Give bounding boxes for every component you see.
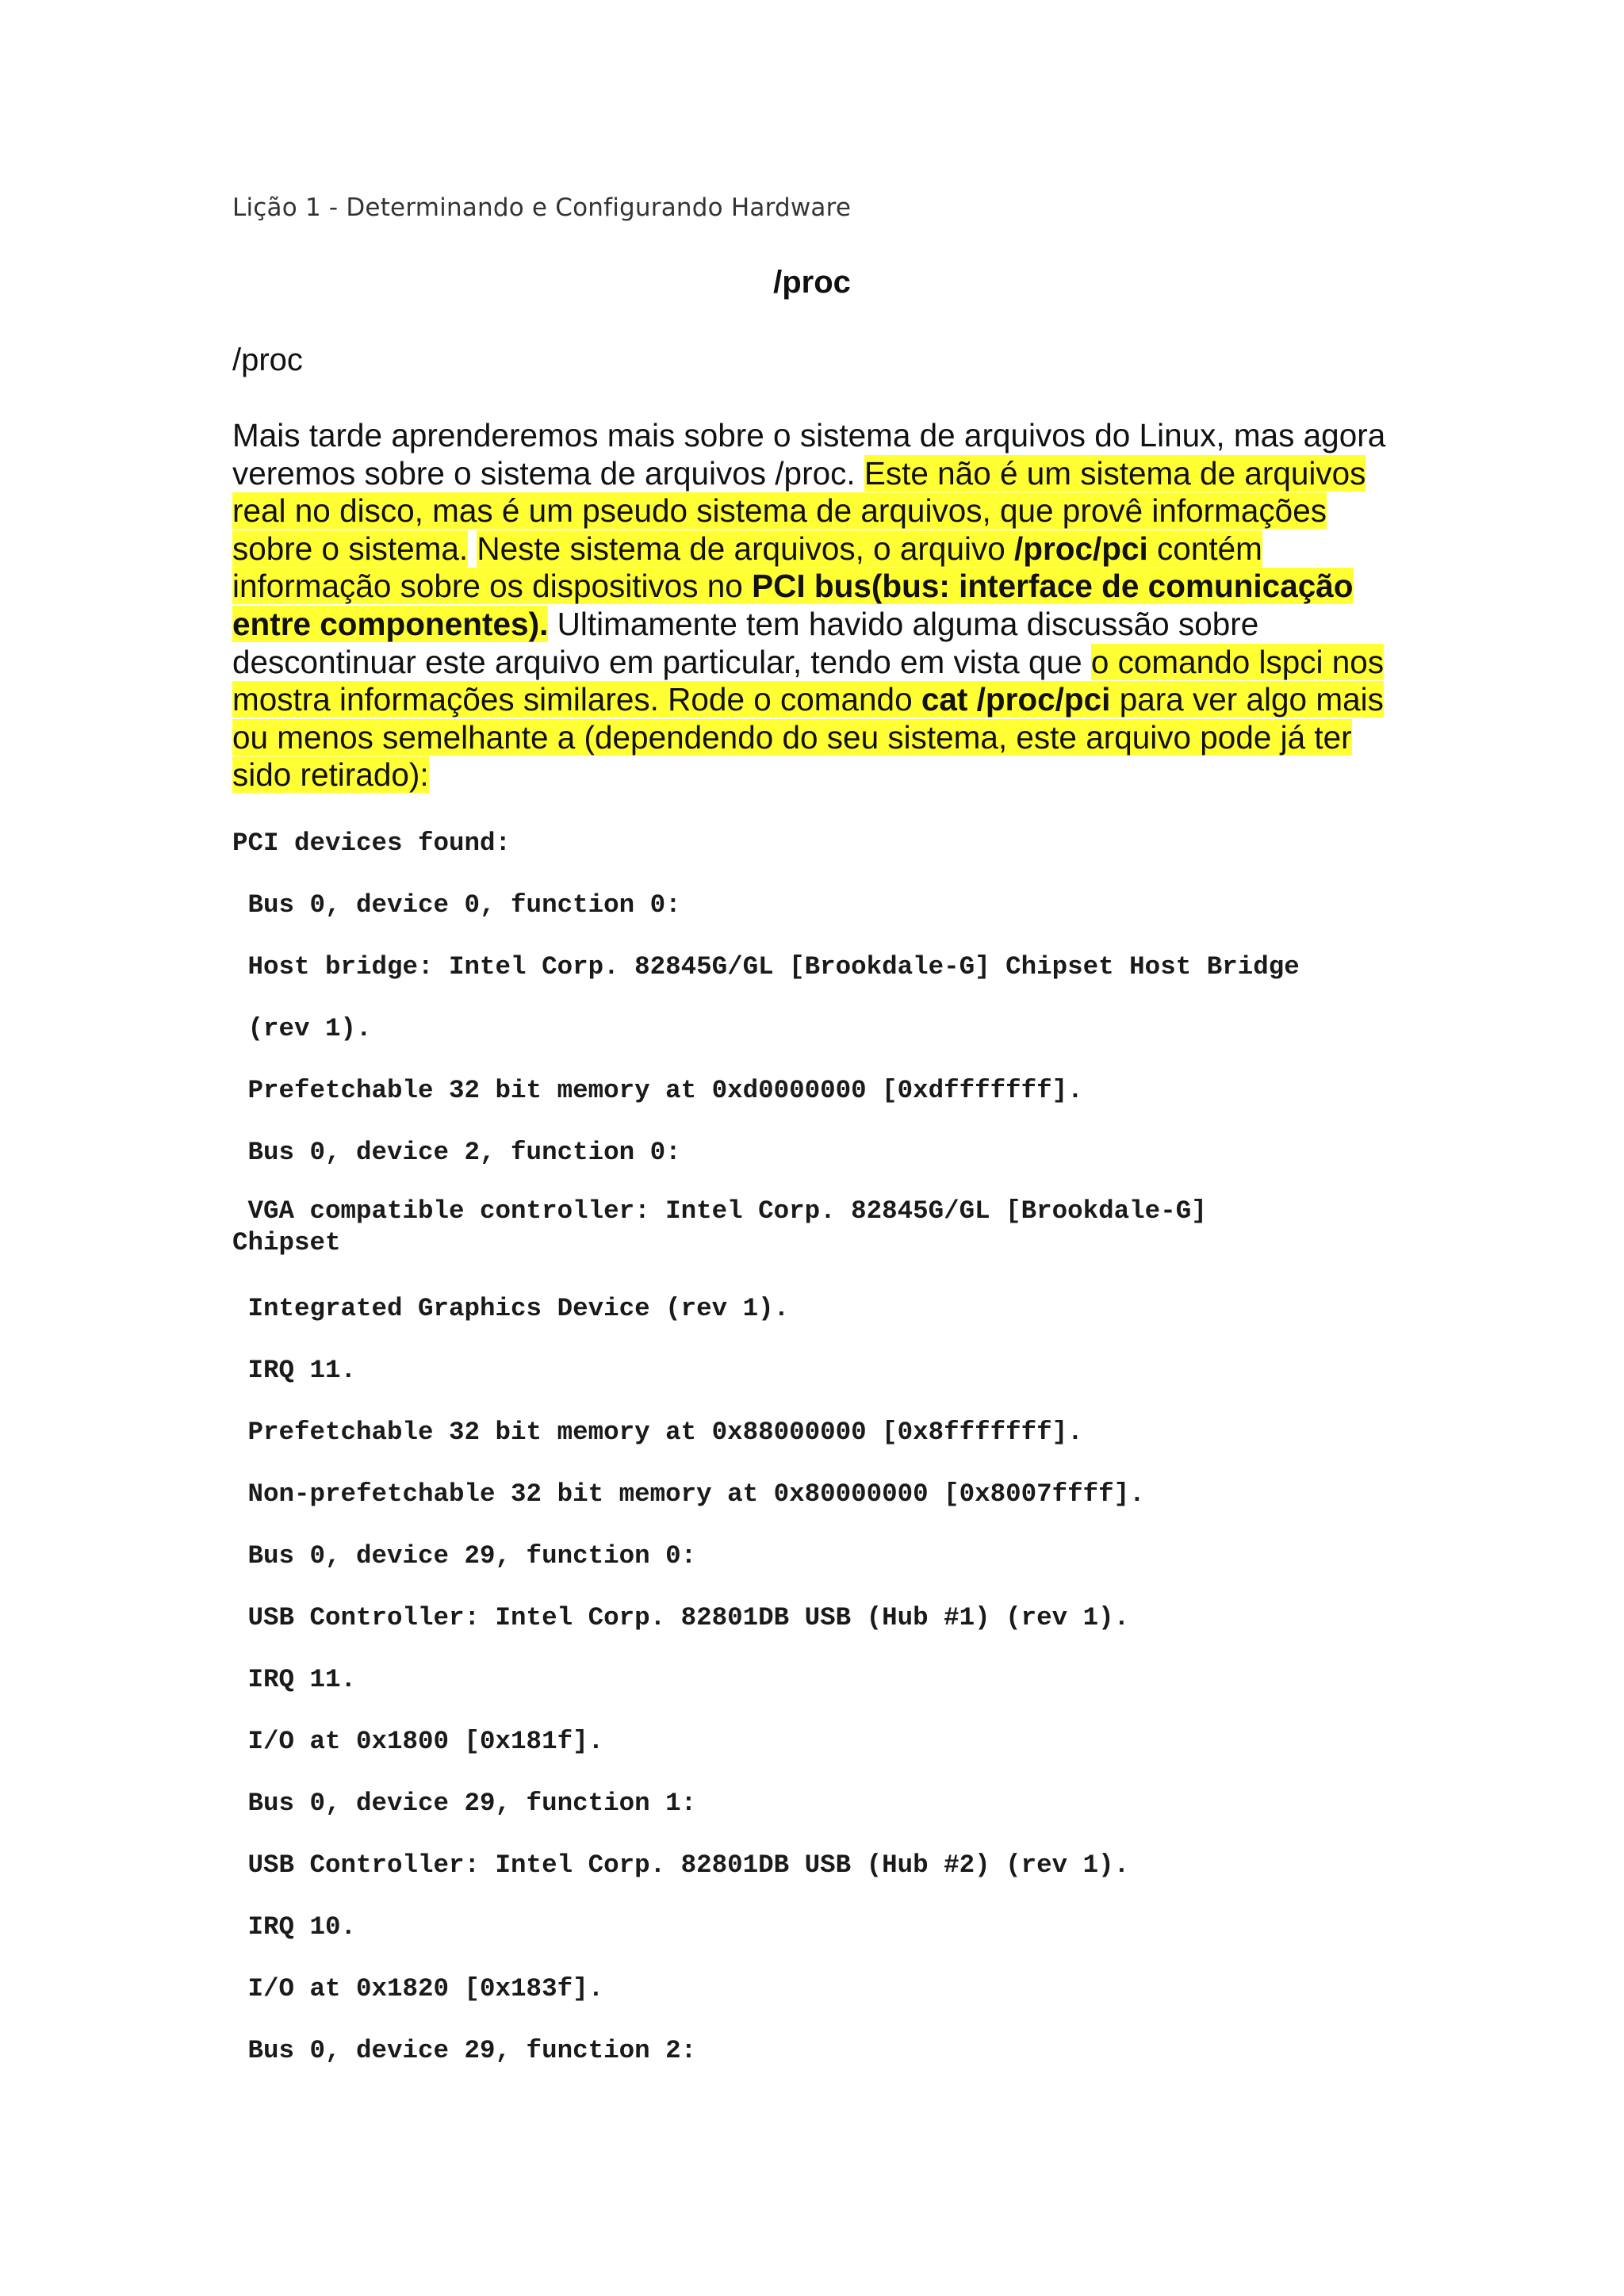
code-line: Host bridge: Intel Corp. 82845G/GL [Brookdale-G] Chipset Host Bridge bbox=[232, 952, 1300, 982]
page-title: /proc bbox=[773, 265, 851, 300]
code-line: Integrated Graphics Device (rev 1). bbox=[232, 1294, 790, 1323]
code-line: IRQ 11. bbox=[232, 1665, 357, 1694]
code-line: Bus 0, device 0, function 0: bbox=[232, 890, 681, 920]
running-header: Lição 1 - Determinando e Configurando Hardware bbox=[232, 193, 852, 222]
code-line: Bus 0, device 29, function 1: bbox=[232, 1789, 697, 1818]
highlighted-text: Neste sistema de arquivos, o arquivo bbox=[477, 530, 1014, 567]
highlighted-text: para ver algo mais ou menos semelhante a (dependendo do seu sistema, este arquivo pode já ter sido retirado): bbox=[232, 681, 1384, 794]
highlighted-text: Este não é um sistema de arquivos real no disco, mas é um pseudo sistema de arquivos, que provê informações sobre o sistema. bbox=[232, 454, 1366, 567]
code-line: Bus 0, device 29, function 0: bbox=[232, 1541, 697, 1571]
highlighted-text: contém informação sobre os dispositivos no bbox=[232, 530, 1262, 605]
text-segment: Mais tarde aprenderemos mais sobre o sistema de arquivos do Linux, mas agora veremos sobre o sistema de arquivos /proc. bbox=[232, 417, 1386, 492]
code-line: Bus 0, device 29, function 2: bbox=[232, 2036, 697, 2065]
code-line: I/O at 0x1800 [0x181f]. bbox=[232, 1727, 604, 1756]
highlighted-bold-text: cat /proc/pci bbox=[921, 681, 1111, 718]
code-line: Prefetchable 32 bit memory at 0x88000000 [0x8fffffff]. bbox=[232, 1418, 1083, 1447]
highlighted-bold-text: PCI bus(bus: interface de comunicação entre componentes). bbox=[232, 568, 1354, 642]
code-line: Prefetchable 32 bit memory at 0xd0000000 [0xdfffffff]. bbox=[232, 1076, 1083, 1105]
code-line: IRQ 11. bbox=[232, 1356, 357, 1385]
body-paragraph bbox=[232, 417, 1390, 794]
code-line: Non-prefetchable 32 bit memory at 0x80000000 [0x8007ffff]. bbox=[232, 1479, 1145, 1509]
code-line: (rev 1). bbox=[232, 1014, 372, 1043]
highlighted-bold-text: /proc/pci bbox=[1014, 530, 1148, 567]
section-label: /proc bbox=[232, 342, 303, 377]
code-line: VGA compatible controller: Intel Corp. 82845G/GL [Brookdale-G] Chipset bbox=[232, 1196, 1207, 1257]
text-segment bbox=[468, 530, 477, 567]
code-line: IRQ 10. bbox=[232, 1912, 357, 1942]
code-block bbox=[232, 825, 1300, 2094]
code-line: USB Controller: Intel Corp. 82801DB USB (Hub #2) (rev 1). bbox=[232, 1850, 1130, 1880]
text-segment: Ultimamente tem havido alguma discussão sobre descontinuar este arquivo em particular, tendo em vista que bbox=[232, 605, 1259, 680]
code-line: USB Controller: Intel Corp. 82801DB USB (Hub #1) (rev 1). bbox=[232, 1603, 1130, 1632]
highlighted-text: o comando lspci nos mostra informações similares. Rode o comando bbox=[232, 643, 1385, 718]
code-line: Bus 0, device 2, function 0: bbox=[232, 1138, 681, 1167]
code-line: PCI devices found: bbox=[232, 828, 511, 858]
code-line: I/O at 0x1820 [0x183f]. bbox=[232, 1974, 604, 2003]
